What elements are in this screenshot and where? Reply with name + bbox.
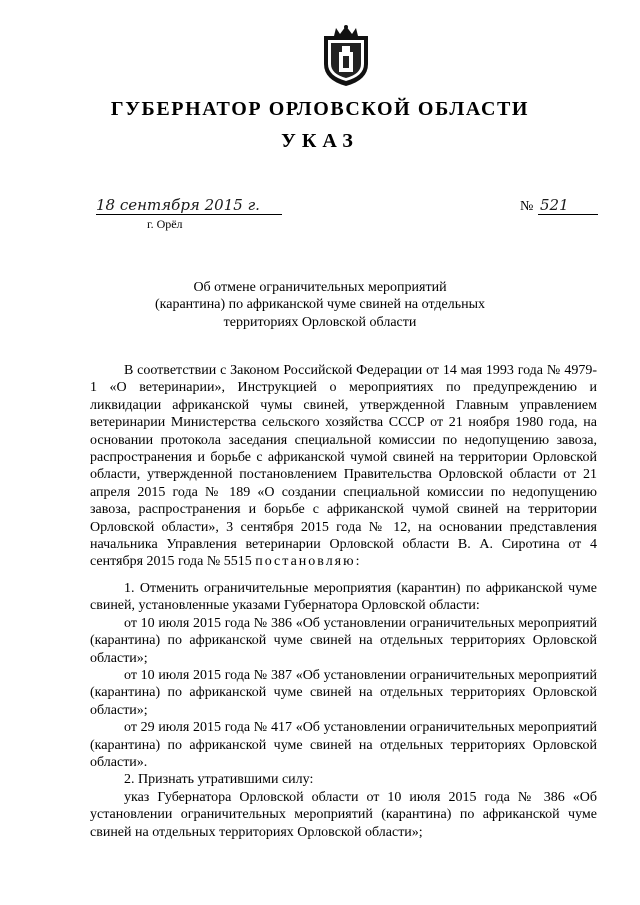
clause-2-item: указ Губернатора Орловской области от 10 июля 2015 года № 386 «Об установлении ограничительных мероприятий (карантина) по африканской чуме свиней на отдельных территориях Орловской области»; bbox=[90, 789, 597, 840]
preamble-paragraph bbox=[90, 362, 597, 571]
clause-1-item: от 10 июля 2015 года № 386 «Об установлении ограничительных мероприятий (карантина) по африканской чуме свиней на отдельных территориях Орловской области»; bbox=[90, 615, 597, 666]
clause-1: 1. Отменить ограничительные мероприятия (карантин) по африканской чуме свиней, установленные указами Губернатора Орловской области: bbox=[90, 580, 597, 614]
preamble-text: В соответствии с Законом Российской Федерации от 14 мая 1993 года № 4979-1 «О ветеринарии», Инструкцией о мероприятиях по предупреждению и ликвидации африканской чумы свиней, утвержденной Главным управлением ветеринарии Министерства сельского хозяйства СССР от 21 ноября 1980 года, на основании протокола заседания специальной комиссии по недопущению завоза, распространения и борьбе с африканской чумой свиней на территории Орловской области, утвержденной постановлением Правительства Орловской области от 21 апреля 2015 года № 189 «О создании специальной комиссии по недопущению завоза, распространения и борьбе с африканской чумой свиней на территории Орловской области», 3 сентября 2015 года № 12, на основании представления начальника Управления ветеринарии Орловской области В. А. Сиротина от 4 сентября 2015 года № 5515 bbox=[90, 363, 597, 570]
number-label: № bbox=[520, 199, 534, 214]
clause-1-item: от 10 июля 2015 года № 387 «Об установлении ограничительных мероприятий (карантина) по африканской чуме свиней на отдельных территориях Орловской области»; bbox=[90, 667, 597, 718]
subject-line: (карантина) по африканской чуме свиней на отдельных bbox=[154, 297, 486, 313]
subject-line: территориях Орловской области bbox=[223, 314, 417, 330]
document-date: 18 сентября 2015 г. bbox=[96, 196, 260, 214]
subject-line: Об отмене ограничительных мероприятий bbox=[193, 280, 447, 295]
document-subject bbox=[120, 279, 520, 331]
issuing-authority: ГУБЕРНАТОР ОРЛОВСКОЙ ОБЛАСТИ bbox=[110, 98, 530, 120]
decree-word: постановляю: bbox=[255, 554, 362, 570]
city-label: г. Орёл bbox=[147, 217, 183, 231]
document-type: УКАЗ bbox=[281, 130, 359, 152]
clause-1-item: от 29 июля 2015 года № 417 «Об установлении ограничительных мероприятий (карантина) по африканской чуме свиней на отдельных территориях Орловской области». bbox=[90, 720, 597, 770]
coat-of-arms-emblem bbox=[318, 24, 374, 88]
document-body bbox=[90, 362, 597, 841]
document-number: 521 bbox=[540, 196, 569, 214]
number-field bbox=[538, 196, 598, 215]
clause-2: 2. Признать утратившими силу: bbox=[124, 772, 314, 788]
date-field bbox=[96, 196, 282, 215]
